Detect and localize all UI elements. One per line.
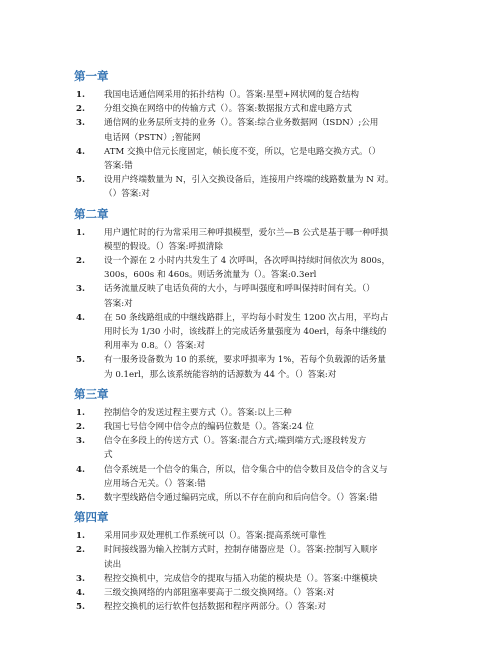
question-text — [104, 406, 442, 420]
question-text-line: 我国电话通信网采用的拓扑结构（）。答案:星型+网状网的复合结构 — [104, 90, 360, 100]
question-text — [104, 463, 442, 491]
question-number: 2. — [76, 104, 85, 115]
question-number: 5. — [76, 175, 85, 186]
question-text-line: 式 — [104, 450, 113, 461]
question-item — [74, 102, 442, 116]
question-number: 3. — [76, 573, 85, 584]
question-text-line: 信令系统是一个信令的集合，所以，信令集合中的信令数目及信令的含义与 — [104, 464, 388, 475]
question-item — [74, 600, 442, 614]
question-text — [104, 102, 442, 116]
question-text — [104, 420, 442, 434]
question-number: 4. — [76, 312, 85, 323]
question-item — [74, 420, 442, 434]
question-number: 1. — [76, 90, 85, 100]
question-number: 4. — [76, 464, 85, 475]
question-number: 1. — [76, 531, 85, 542]
question-item — [74, 145, 442, 173]
question-item — [74, 406, 442, 420]
question-text-line: 设一个源在 2 小时内共发生了 4 次呼叫，各次呼叫持续时间依次为 800s， — [104, 256, 391, 267]
question-text-line: 我国七号信令网中信令点的编码位数是（）。答案:24 位 — [104, 422, 314, 433]
question-item — [74, 282, 442, 310]
question-text-line: 为 0.1erl，那么该系统能容纳的话源数为 44 个。（）答案:对 — [104, 369, 337, 380]
question-text-line: （）答案:对 — [104, 189, 150, 200]
question-text-line: 采用同步双处理机工作系统可以（）。答案:提高系统可靠性 — [104, 531, 327, 542]
question-text-line: 程控交换机中，完成信令的提取与插入功能的模块是（）。答案:中继模块 — [104, 573, 378, 584]
question-text-line: 设用户终端数量为 N，引入交换设备后，连接用户终端的线路数量为 N 对。 — [104, 175, 394, 186]
question-text — [104, 491, 442, 505]
question-item — [74, 116, 442, 144]
question-text-line: 在 50 条线路组成的中继线路群上，平均每小时发生 1200 次占用，平均占 — [104, 312, 389, 323]
question-text-line: ATM 交换中信元长度固定，帧长度不变，所以，它是电路交换方式。（） — [104, 146, 381, 157]
question-text — [104, 282, 442, 310]
question-text — [104, 311, 442, 354]
question-text — [104, 529, 442, 543]
question-text-line: 读出 — [104, 559, 122, 570]
question-item — [74, 353, 442, 381]
question-item — [74, 529, 442, 543]
question-text-line: 应用场合无关。（）答案:错 — [104, 478, 206, 489]
question-item — [74, 572, 442, 586]
question-text-line: 程控交换机的运行软件包括数据和程序两部分。（）答案:对 — [104, 602, 327, 613]
question-text-line: 分组交换在网络中的传输方式（）。答案:数据报方式和虚电路方式 — [104, 104, 352, 115]
question-item — [74, 173, 442, 201]
question-text — [104, 543, 442, 571]
chapter-title: 第二章 — [74, 206, 109, 221]
question-text — [104, 88, 442, 102]
chapter-section — [74, 386, 442, 505]
question-text-line: 信令在多段上的传送方式（）。答案:混合方式;端到端方式;逐段转发方 — [104, 436, 367, 447]
question-text — [104, 586, 442, 600]
question-item — [74, 254, 442, 282]
question-item — [74, 226, 442, 254]
question-number: 3. — [76, 436, 85, 447]
question-number: 4. — [76, 146, 85, 157]
question-number: 1. — [76, 227, 85, 238]
question-text — [104, 145, 442, 173]
chapter-section — [74, 509, 442, 614]
question-item — [74, 491, 442, 505]
question-number: 3. — [76, 118, 85, 129]
question-text-line: 三级交换网络的内部阻塞率要高于二级交换网络。（）答案:对 — [104, 588, 335, 599]
question-text-line: 300s，600s 和 460s。则话务流量为（）。答案:0.3erl — [104, 270, 317, 281]
question-text-line: 用时长为 1/30 小时，该线群上的完成话务量强度为 40erl，每条中继线的 — [104, 327, 387, 338]
question-text-line: 用户遇忙时的行为常采用三种呼损模型，爱尔兰—B 公式是基于哪一种呼损 — [104, 227, 389, 238]
question-text-line: 模型的假设。（）答案:呼损清除 — [104, 241, 223, 252]
question-item — [74, 463, 442, 491]
question-number: 5. — [76, 493, 85, 504]
chapter-title: 第一章 — [74, 69, 109, 83]
question-item — [74, 586, 442, 600]
chapter-section — [74, 206, 442, 382]
question-text-line: 控制信令的发送过程主要方式（）。答案:以上三种 — [104, 407, 292, 418]
question-number: 3. — [76, 284, 85, 295]
question-number: 4. — [76, 588, 85, 599]
question-item — [74, 543, 442, 571]
question-text-line: 数字型线路信令通过编码完成，所以不存在前向和后向信令。（）答案:错 — [104, 493, 378, 504]
question-text — [104, 434, 442, 462]
question-text-line: 利用率为 0.8。（）答案:对 — [104, 341, 205, 352]
question-number: 2. — [76, 256, 85, 267]
question-item — [74, 88, 442, 102]
chapter-section — [74, 68, 442, 202]
chapter-title: 第四章 — [74, 510, 109, 525]
question-number: 5. — [76, 355, 85, 366]
chapter-title: 第三章 — [74, 386, 109, 401]
question-text — [104, 173, 442, 201]
question-text — [104, 116, 442, 144]
question-number: 2. — [76, 422, 85, 433]
question-text — [104, 226, 442, 254]
question-item — [74, 434, 442, 462]
question-number: 1. — [76, 407, 85, 418]
question-text-line: 通信网的业务层所支持的业务（）。答案:综合业务数据网（ISDN）;公用 — [104, 118, 379, 129]
question-text — [104, 353, 442, 381]
question-number: 5. — [76, 602, 85, 613]
question-text-line: 时间接线器为输入控制方式时，控制存储器应是（）。答案:控制写入顺序 — [104, 545, 378, 556]
question-text-line: 电话网（PSTN）;智能网 — [104, 132, 201, 143]
question-text-line: 有一服务设备数为 10 的系统，要求呼损率为 1%，若每个负载源的话务量 — [104, 355, 386, 366]
question-text-line: 答案:对 — [104, 298, 133, 309]
question-text — [104, 572, 442, 586]
question-number: 2. — [76, 545, 85, 556]
document-body — [74, 64, 442, 615]
question-text — [104, 600, 442, 614]
question-text — [104, 254, 442, 282]
question-text-line: 答案:错 — [104, 161, 133, 172]
question-text-line: 话务流量反映了电话负荷的大小，与呼叫强度和呼叫保持时间有关。（） — [104, 284, 375, 295]
question-item — [74, 311, 442, 354]
